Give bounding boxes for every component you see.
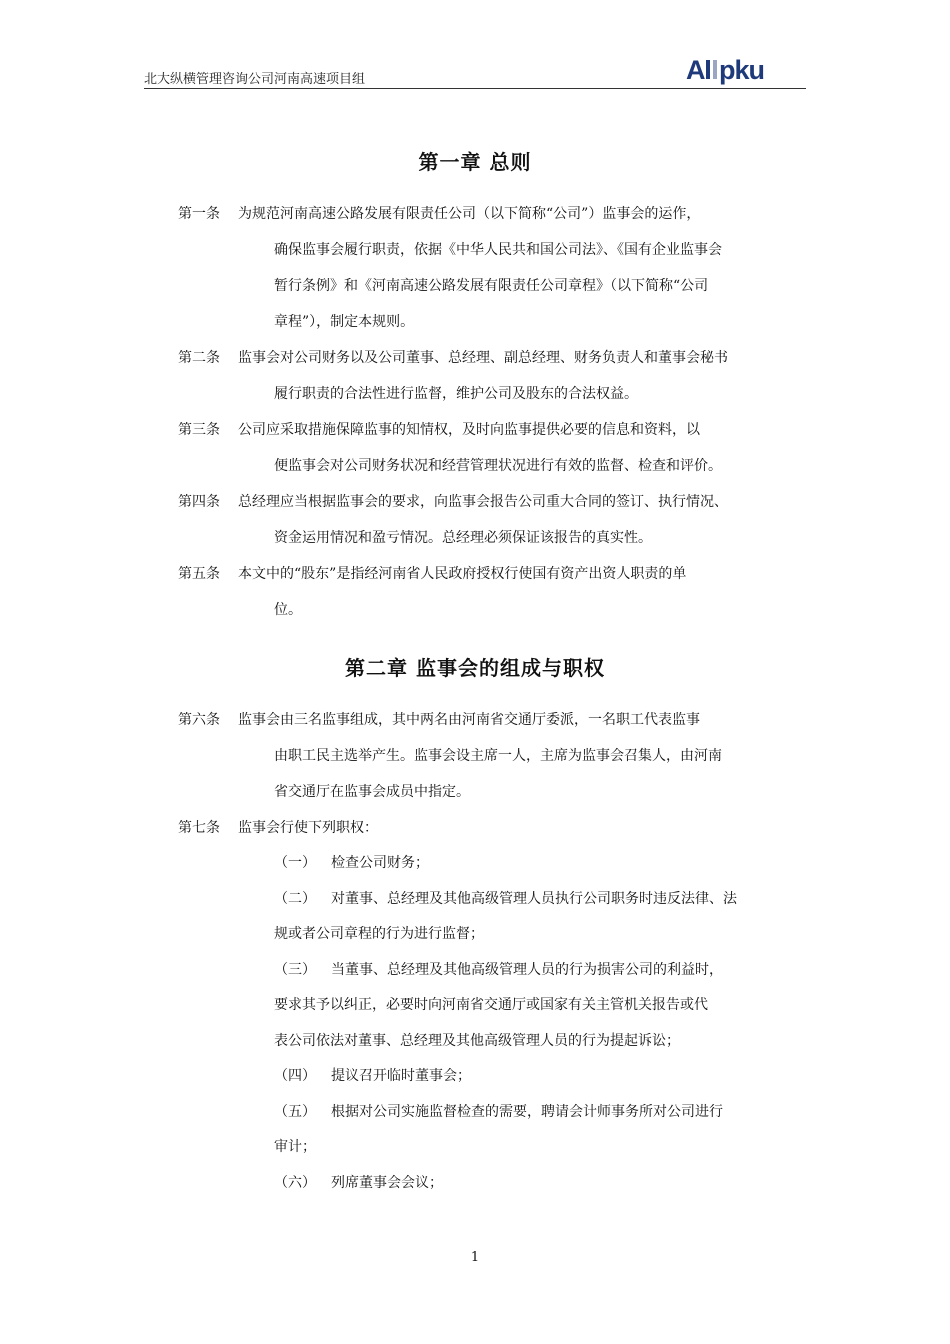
item-text: 提议召开临时董事会；: [331, 1068, 471, 1084]
item-text: 检查公司财务；: [331, 855, 429, 871]
item-text: 审计；: [274, 1139, 316, 1155]
article-label: 第五条: [178, 566, 220, 582]
chapter-title: 第一章 总则: [418, 150, 532, 174]
article-text: 公司应采取措施保障监事的知情权，及时向监事提供必要的信息和资料，以: [238, 422, 700, 438]
chapter-title: 第二章 监事会的组成与职权: [345, 656, 605, 680]
article-label: 第一条: [178, 206, 220, 222]
list-item: [274, 1095, 814, 1131]
article-label: 第四条: [178, 494, 220, 510]
article-text: 章程”），制定本规则。: [274, 314, 415, 330]
item-text: 列席董事会会议；: [331, 1174, 443, 1191]
item-index: （三）: [274, 961, 316, 978]
article-text: 省交通厅在监事会成员中指定。: [274, 784, 470, 800]
item-index: （二）: [274, 890, 316, 907]
article-text: 为规范河南高速公路发展有限责任公司（以下简称“公司”）监事会的运作，: [238, 206, 701, 222]
article-label: 第二条: [178, 350, 220, 366]
page-header: [144, 55, 806, 89]
article-text: 总经理应当根据监事会的要求，向监事会报告公司重大合同的签订、执行情况、: [238, 494, 728, 510]
list-item: [274, 846, 814, 882]
article-label: 第三条: [178, 422, 220, 438]
article-text: 资金运用情况和盈亏情况。总经理必须保证该报告的真实性。: [274, 530, 652, 546]
allpku-logo: [686, 54, 806, 86]
article-text: 便监事会对公司财务状况和经营管理状况进行有效的监督、检查和评价。: [274, 458, 722, 474]
list-item: [274, 882, 814, 918]
article-text: 由职工民主选举产生。监事会设主席一人，主席为监事会召集人，由河南: [274, 748, 722, 764]
item-index: （四）: [274, 1068, 316, 1084]
article-label: 第六条: [178, 712, 220, 728]
header-text: 北大纵横管理咨询公司河南高速项目组: [144, 72, 366, 87]
article-text: 暂行条例》和《河南高速公路发展有限责任公司章程》（以下简称“公司: [274, 278, 709, 294]
list-item: [274, 1166, 814, 1202]
item-text: 根据对公司实施监督检查的需要，聘请会计师事务所对公司进行: [331, 1103, 723, 1120]
article-text: 监事会由三名监事组成，其中两名由河南省交通厅委派，一名职工代表监事: [238, 712, 700, 728]
item-text: 规或者公司章程的行为进行监督；: [274, 926, 484, 942]
svg-text:A: A: [686, 55, 705, 85]
article-text: 监事会对公司财务以及公司董事、总经理、副总经理、财务负责人和董事会秘书: [238, 350, 728, 366]
article-text: 监事会行使下列职权：: [238, 820, 378, 836]
article-text: 履行职责的合法性进行监督，维护公司及股东的合法权益。: [274, 386, 638, 402]
powers-list: [274, 846, 814, 1201]
article-text: 确保监事会履行职责，依据《中华人民共和国公司法》、《国有企业监事会: [274, 242, 722, 258]
page-number: 1: [470, 1250, 480, 1265]
list-item: [274, 953, 814, 989]
article-label: 第七条: [178, 820, 220, 836]
list-item: [274, 1059, 814, 1095]
item-index: （一）: [274, 855, 316, 871]
svg-text:pku: pku: [719, 55, 765, 85]
item-index: （六）: [274, 1174, 316, 1191]
item-text: 要求其予以纠正，必要时向河南省交通厅或国家有关主管机关报告或代: [274, 997, 708, 1013]
item-text: 当董事、总经理及其他高级管理人员的行为损害公司的利益时，: [331, 961, 723, 978]
item-text: 对董事、总经理及其他高级管理人员执行公司职务时违反法律、法: [331, 890, 737, 907]
item-text: 表公司依法对董事、总经理及其他高级管理人员的行为提起诉讼；: [274, 1032, 680, 1049]
article-text: 位。: [274, 602, 302, 618]
article-text: 本文中的“股东”是指经河南省人民政府授权行使国有资产出资人职责的单: [238, 566, 687, 582]
item-index: （五）: [274, 1103, 316, 1120]
